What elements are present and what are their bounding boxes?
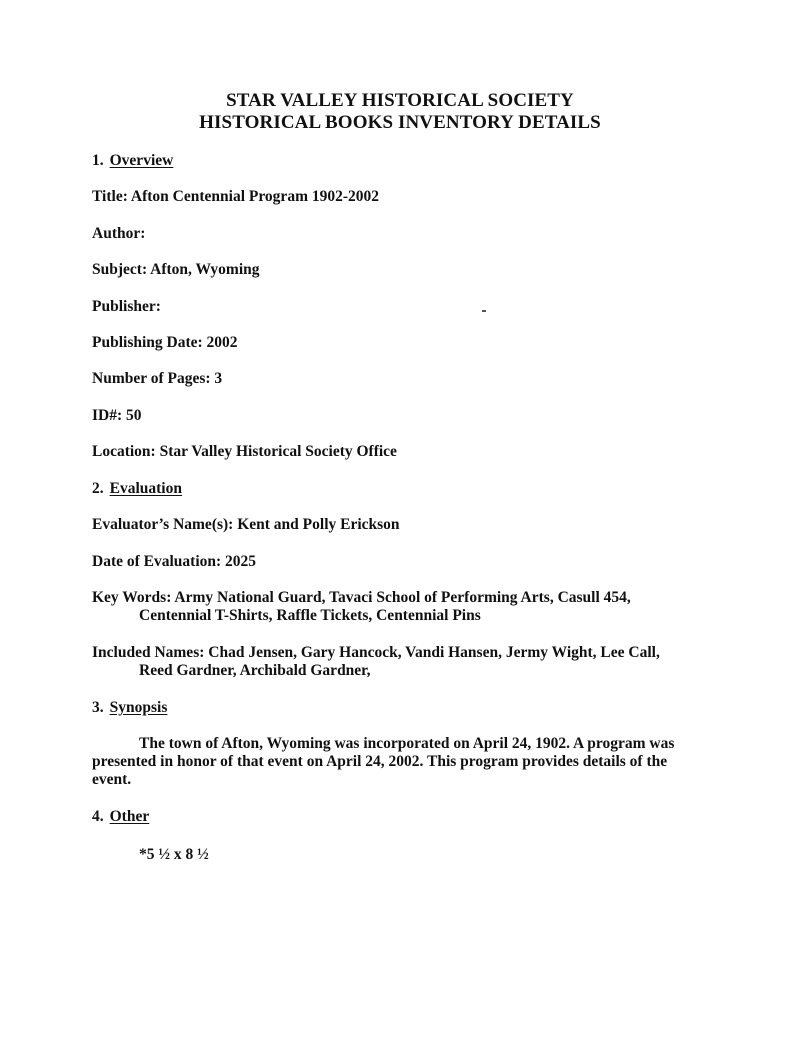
field-keywords-line-1: Key Words: Army National Guard, Tavaci School of Performing Arts, Casull 454, (92, 589, 631, 606)
section-label: Synopsis (109, 699, 168, 716)
field-evaluator: Evaluator’s Name(s): Kent and Polly Erickson (92, 516, 400, 533)
section-other-heading (92, 808, 149, 826)
other-dimensions: *5 ½ x 8 ½ (139, 846, 209, 863)
field-title: Title: Afton Centennial Program 1902-2002 (92, 188, 380, 205)
field-location: Location: Star Valley Historical Society Office (92, 443, 397, 460)
field-author: Author: (92, 225, 146, 242)
synopsis-paragraph: The town of Afton, Wyoming was incorporated on April 24, 1902. A program was presented in honor of that event on April 24, 2002. This program provides details of the event. (92, 735, 675, 788)
section-number: 4. (92, 808, 104, 825)
section-synopsis-heading (92, 699, 167, 717)
field-publisher: Publisher: (92, 298, 161, 315)
section-overview-heading (92, 152, 173, 170)
field-keywords-line-2: Centennial T-Shirts, Raffle Tickets, Centennial Pins (139, 607, 481, 624)
field-number-of-pages: Number of Pages: 3 (92, 370, 223, 387)
section-number: 2. (92, 480, 104, 497)
title-line-1: STAR VALLEY HISTORICAL SOCIETY (226, 90, 574, 111)
stray-mark (482, 310, 486, 312)
section-label: Evaluation (109, 480, 182, 497)
section-label: Overview (109, 152, 174, 169)
field-names-line-1: Included Names: Chad Jensen, Gary Hancock, Vandi Hansen, Jermy Wight, Lee Call, (92, 644, 660, 661)
section-label: Other (109, 808, 150, 825)
field-id: ID#: 50 (92, 407, 142, 424)
document-title (0, 90, 800, 134)
field-publishing-date: Publishing Date: 2002 (92, 334, 238, 351)
field-subject: Subject: Afton, Wyoming (92, 261, 260, 278)
section-evaluation-heading (92, 480, 182, 498)
field-names-line-2: Reed Gardner, Archibald Gardner, (139, 662, 371, 679)
field-evaluation-date: Date of Evaluation: 2025 (92, 553, 257, 570)
section-number: 3. (92, 699, 104, 716)
title-line-2: HISTORICAL BOOKS INVENTORY DETAILS (199, 112, 601, 133)
section-number: 1. (92, 152, 104, 169)
